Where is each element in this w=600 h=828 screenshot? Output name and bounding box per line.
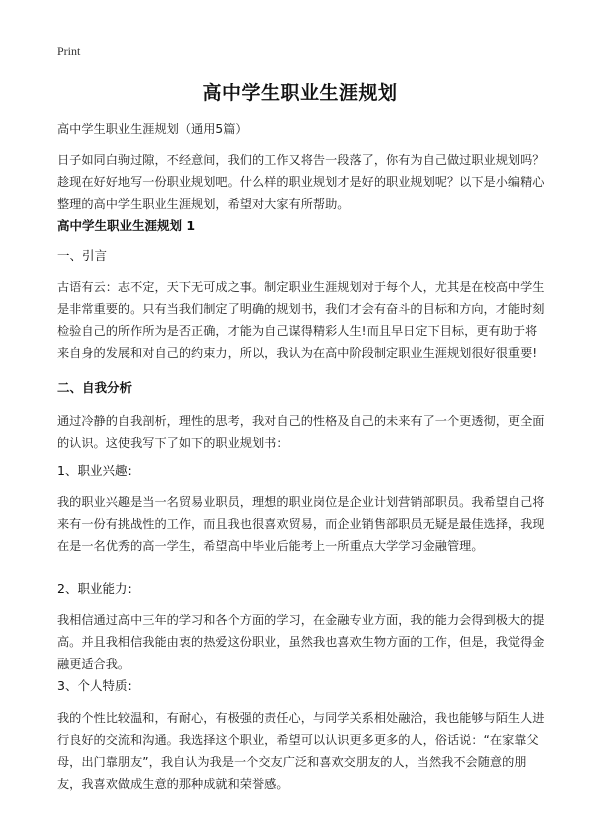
subheading-career-interest: 1、职业兴趣: <box>57 463 132 478</box>
paragraph-career-interest: 我的职业兴趣是当一名贸易业职员，理想的职业岗位是企业计划营销部职员。我希望自己将来有一份有挑战性的工作，而且我也很喜欢贸易，而企业销售部职员无疑是最佳选择，我现在是一名优秀的高一学生，希望高中毕业后能考上一所重点大学学习金融管理。 <box>57 495 545 553</box>
paragraph-self-analysis: 通过冷静的自我剖析，理性的思考，我对自己的性格及自己的未来有了一个更透彻，更全面的认识。这使我写下了如下的职业规划书： <box>57 414 545 450</box>
page-title: 高中学生职业生涯规划 <box>202 82 398 104</box>
subheading-career-ability: 2、职业能力: <box>57 581 132 596</box>
heading-self-analysis: 二、自我分析 <box>57 380 133 395</box>
paragraph-career-ability: 我相信通过高中三年的学习和各个方面的学习，在金融专业方面，我的能力会得到极大的提高。并且我相信我能由衷的热爱这份职业，虽然我也喜欢生物方面的工作，但是，我觉得金融更适合我。 <box>57 613 545 671</box>
paragraph-personal-traits: 我的个性比较温和，有耐心，有极强的责任心，与同学关系相处融洽，我也能够与陌生人进行良好的交流和沟通。我选择这个职业，希望可以认识更多更多的人，俗话说：“在家靠父母，出门靠朋友”，我自认为我是一个交友广泛和喜欢交朋友的人，当然我不会随意的朋友，我喜欢做成生意的那种成就和荣誉感。 <box>57 711 545 791</box>
intro-paragraph: 日子如同白驹过隙，不经意间，我们的工作又将告一段落了，你有为自己做过职业规划吗？趁现在好好地写一份职业规划吧。什么样的职业规划才是好的职业规划呢？以下是小编精心整理的高中学生职业生涯规划，希望对大家有所帮助。 <box>57 153 545 211</box>
heading-introduction: 一、引言 <box>57 248 108 263</box>
paragraph-introduction: 古语有云：志不定，天下无可成之事。制定职业生涯规划对于每个人，尤其是在校高中学生是非常重要的。只有当我们制定了明确的规划书，我们才会有奋斗的目标和方向，才能时刻检验自己的所作所为是否正确，才能为自己谋得精彩人生!而且早日定下目标，更有助于将来自身的发展和对自己的约束力，所以，我认为在高中阶段制定职业生涯规划很好很重要! <box>57 280 545 360</box>
document-subtitle: 高中学生职业生涯规划（通用5篇） <box>57 122 248 136</box>
section-title-1: 高中学生职业生涯规划 1 <box>57 218 196 233</box>
subheading-personal-traits: 3、个人特质: <box>57 678 132 693</box>
print-label: Print <box>57 44 81 58</box>
